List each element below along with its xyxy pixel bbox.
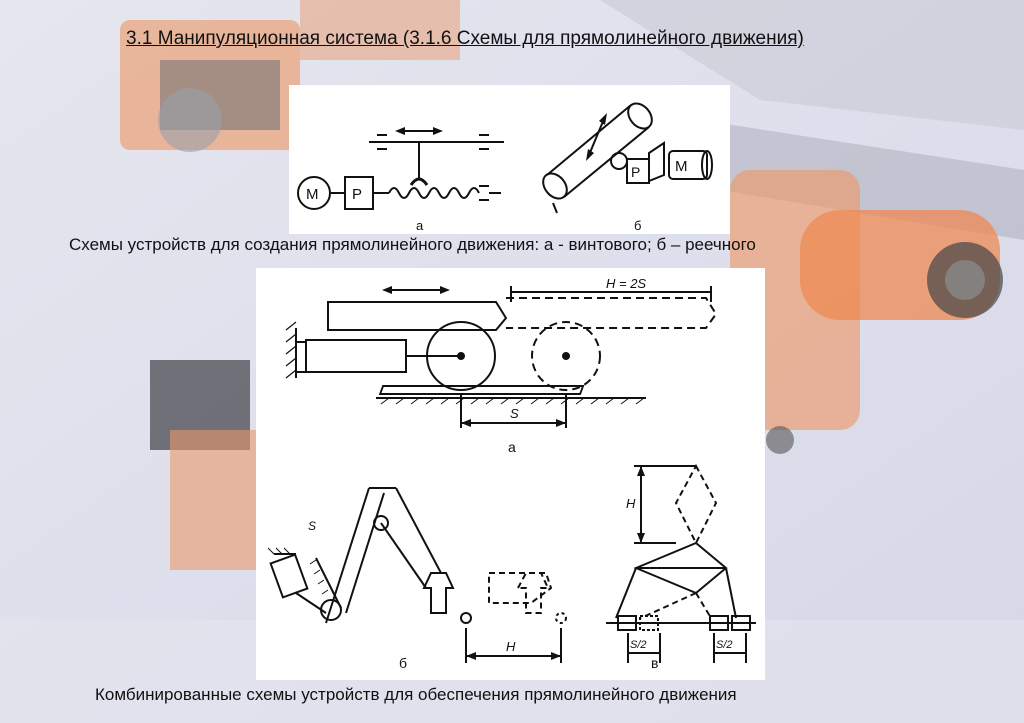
dim-s2-right: S/2 xyxy=(716,639,733,651)
label-v-combined: в xyxy=(651,655,659,671)
motor-label-b: М xyxy=(675,158,688,175)
caption-top: Схемы устройств для создания прямолинейного движения: а - винтового; б – реечного xyxy=(69,235,756,254)
label-b-combined: б xyxy=(399,655,408,671)
dim-h2s: H = 2S xyxy=(606,276,647,291)
label-b-rack: б xyxy=(634,218,642,233)
label-a-combined: а xyxy=(508,439,516,455)
dim-s: S xyxy=(510,406,519,421)
motor-label-a: М xyxy=(306,186,319,203)
figure-combined-schemes xyxy=(256,268,765,680)
label-a-screw: а xyxy=(416,218,424,233)
slide-title: 3.1 Манипуляционная система (3.1.6 Схемы для прямолинейного движения) xyxy=(126,28,804,49)
reducer-label-b: Р xyxy=(631,164,641,180)
dim-s-arm: S xyxy=(308,519,317,533)
caption-bottom: Комбинированные схемы устройств для обеспечения прямолинейного движения xyxy=(95,685,737,704)
figure-screw-rack-drives xyxy=(289,85,730,234)
reducer-label-a: Р xyxy=(352,186,363,203)
dim-h-scissor: H xyxy=(626,496,636,511)
dim-s2-left: S/2 xyxy=(630,639,647,651)
dim-h-arm: H xyxy=(506,639,516,654)
